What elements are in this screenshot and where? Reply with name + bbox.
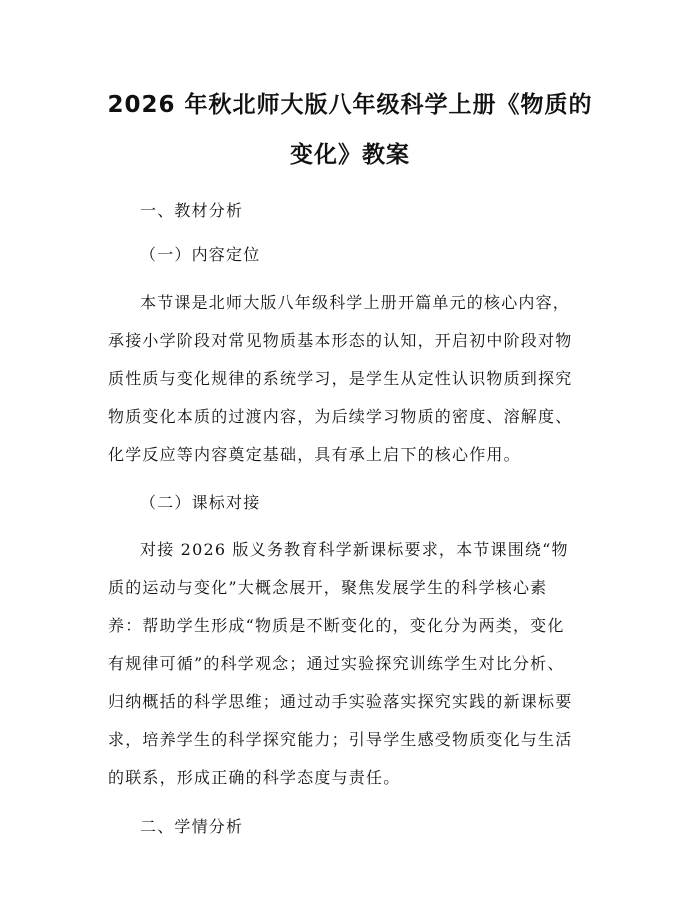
document-title-line-1: 2026 年秋北师大版八年级科学上册《物质的 [107, 92, 593, 118]
paragraph-line: 本节课是北师大版八年级科学上册开篇单元的核心内容， [140, 293, 571, 312]
section-heading-student-analysis: 二、学情分析 [140, 817, 244, 836]
paragraph-line: 的联系，形成正确的科学态度与责任。 [108, 768, 401, 787]
paragraph-line: 承接小学阶段对常见物质基本形态的认知，开启初中阶段对物 [108, 331, 573, 350]
paragraph-line: 求，培养学生的科学探究能力；引导学生感受物质变化与生活 [108, 730, 573, 749]
paragraph-line: 对接 2026 版义务教育科学新课标要求，本节课围绕“物 [140, 540, 569, 559]
paragraph-line: 物质变化本质的过渡内容，为后续学习物质的密度、溶解度、 [108, 407, 573, 426]
paragraph-line: 有规律可循”的科学观念；通过实验探究训练学生对比分析、 [108, 654, 565, 673]
section-heading-materials-analysis: 一、教材分析 [140, 201, 244, 220]
paragraph-line: 养：帮助学生形成“物质是不断变化的，变化分为两类，变化 [108, 616, 565, 635]
document-title-line-2: 变化》教案 [290, 142, 410, 168]
paragraph-line: 归纳概括的科学思维；通过动手实验落实探究实践的新课标要 [108, 692, 573, 711]
paragraph-line: 化学反应等内容奠定基础，具有承上启下的核心作用。 [108, 445, 521, 464]
subsection-heading-curriculum-alignment: （二）课标对接 [140, 493, 261, 512]
paragraph-line: 质性质与变化规律的系统学习，是学生从定性认识物质到探究 [108, 369, 573, 388]
subsection-heading-content-positioning: （一）内容定位 [140, 245, 261, 264]
paragraph-line: 质的运动与变化”大概念展开，聚焦发展学生的科学核心素 [108, 578, 548, 597]
